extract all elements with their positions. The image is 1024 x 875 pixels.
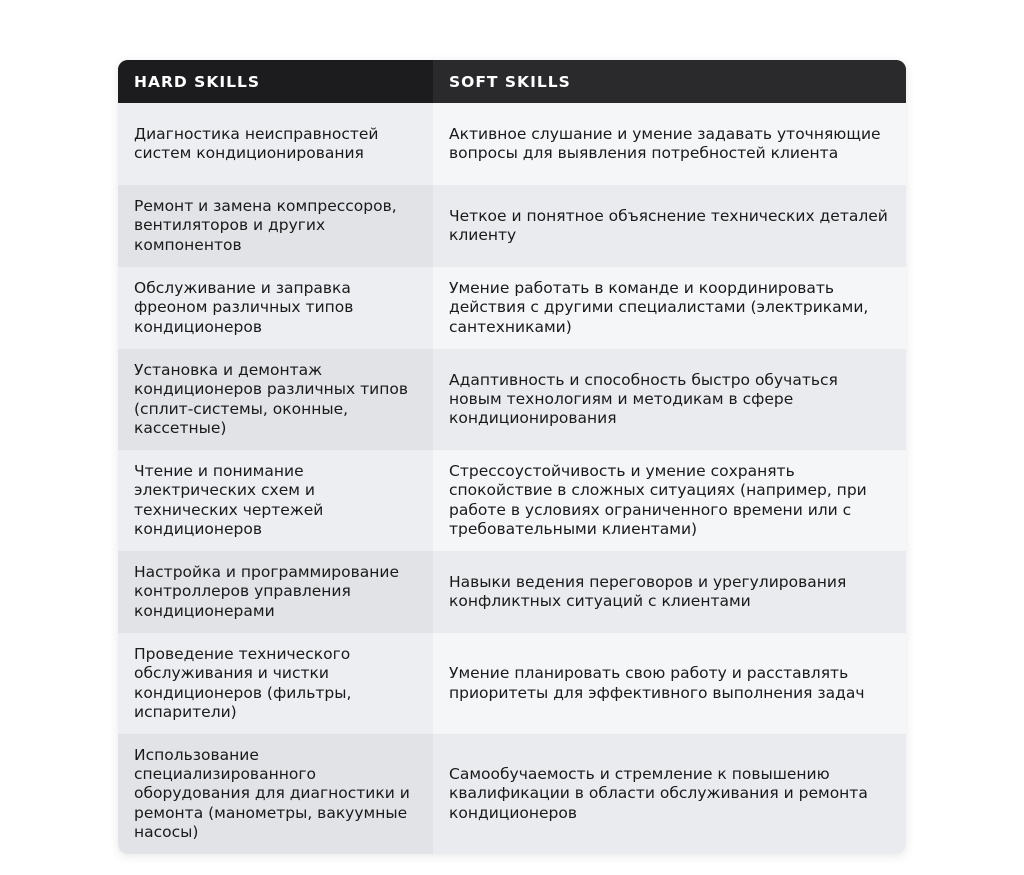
hard-skill-cell: Чтение и понимание электрических схем и технических чертежей кондиционеров [118, 450, 433, 551]
table-row [118, 734, 906, 854]
soft-skill-cell: Умение работать в команде и координировать действия с другими специалистами (электриками, сантехниками) [433, 267, 906, 349]
table-row [118, 633, 906, 734]
hard-skill-cell: Настройка и программирование контроллеров управления кондиционерами [118, 551, 433, 633]
skills-table [118, 60, 906, 854]
table-row [118, 450, 906, 551]
table-row [118, 185, 906, 267]
soft-skill-cell: Активное слушание и умение задавать уточняющие вопросы для выявления потребностей клиента [433, 103, 906, 185]
soft-skill-cell: Адаптивность и способность быстро обучаться новым технологиям и методикам в сфере кондиционирования [433, 349, 906, 450]
hard-skill-cell: Диагностика неисправностей систем кондиционирования [118, 103, 433, 185]
table-header-row [118, 60, 906, 103]
hard-skill-cell: Проведение технического обслуживания и чистки кондиционеров (фильтры, испарители) [118, 633, 433, 734]
hard-skill-cell: Обслуживание и заправка фреоном различных типов кондиционеров [118, 267, 433, 349]
hard-skill-cell: Использование специализированного оборудования для диагностики и ремонта (манометры, вакуумные насосы) [118, 734, 433, 854]
table-row [118, 349, 906, 450]
hard-skill-cell: Установка и демонтаж кондиционеров различных типов (сплит-системы, оконные, кассетные) [118, 349, 433, 450]
table-row [118, 267, 906, 349]
table-row [118, 103, 906, 185]
header-hard-skills: HARD SKILLS [118, 60, 433, 103]
soft-skill-cell: Навыки ведения переговоров и урегулирования конфликтных ситуаций с клиентами [433, 551, 906, 633]
soft-skill-cell: Стрессоустойчивость и умение сохранять спокойствие в сложных ситуациях (например, при работе в условиях ограниченного времени или с требовательными клиентами) [433, 450, 906, 551]
hard-skill-cell: Ремонт и замена компрессоров, вентиляторов и других компонентов [118, 185, 433, 267]
soft-skill-cell: Умение планировать свою работу и расставлять приоритеты для эффективного выполнения задач [433, 633, 906, 734]
soft-skill-cell: Самообучаемость и стремление к повышению квалификации в области обслуживания и ремонта кондиционеров [433, 734, 906, 854]
soft-skill-cell: Четкое и понятное объяснение технических деталей клиенту [433, 185, 906, 267]
header-soft-skills: SOFT SKILLS [433, 60, 906, 103]
table-row [118, 551, 906, 633]
